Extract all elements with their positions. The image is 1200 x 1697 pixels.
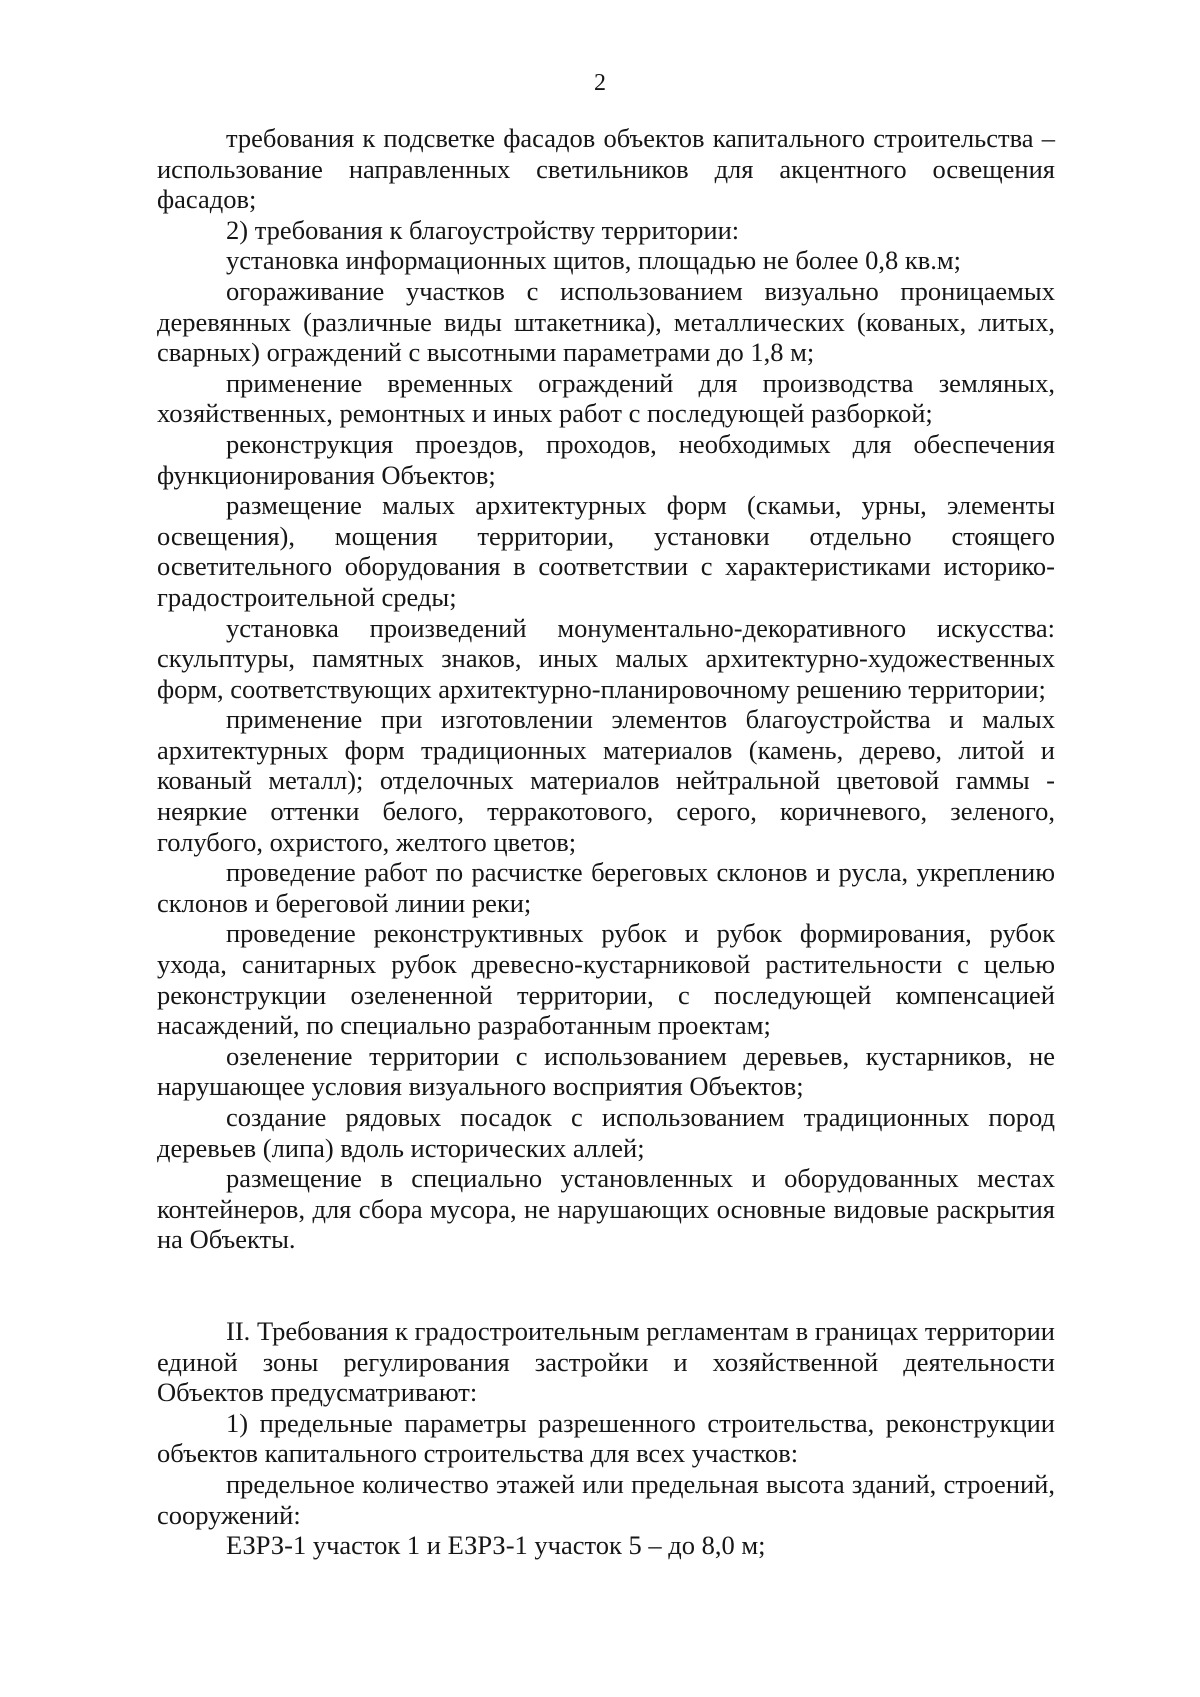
paragraph: предельное количество этажей или предельная высота зданий, строений, сооружений: — [157, 1468, 1055, 1530]
paragraph: 1) предельные параметры разрешенного строительства, реконструкции объектов капитального строительства для всех участков: — [157, 1407, 1055, 1469]
paragraph: огораживание участков с использованием визуально проницаемых деревянных (различные виды штакетника), металлических (кованых, литых, сварных) ограждений с высотными параметрами до 1,8 м; — [157, 275, 1055, 368]
paragraph: требования к подсветке фасадов объектов капитального строительства – использование направленных светильников для акцентного освещения фасадов; — [157, 123, 1055, 215]
paragraph: проведение работ по расчистке береговых склонов и русла, укреплению склонов и береговой линии реки; — [157, 857, 1055, 918]
page-number: 2 — [594, 70, 606, 96]
paragraph: применение при изготовлении элементов благоустройства и малых архитектурных форм традиционных материалов (камень, дерево, литой и кованый металл); отделочных материалов нейтральной цветовой гаммы - неяркие оттенки белого, терракотового, серого, коричневого, зеленого, голубого, охристого, желтого цветов; — [157, 704, 1055, 857]
paragraph: размещение малых архитектурных форм (скамьи, урны, элементы освещения), мощения территории, установки отдельно стоящего осветительного оборудования в соответствии с характеристиками историко-градостроительной среды; — [157, 490, 1055, 612]
paragraph: реконструкция проездов, проходов, необходимых для обеспечения функционирования Объектов; — [157, 428, 1055, 490]
paragraph: 2) требования к благоустройству территории: — [226, 214, 740, 245]
paragraph: применение временных ограждений для производства земляных, хозяйственных, ремонтных и иных работ с последующей разборкой; — [157, 367, 1055, 429]
section-heading-paragraph: II. Требования к градостроительным регламентам в границах территории единой зоны регулирования застройки и хозяйственной деятельности Объектов предусматривают: — [157, 1315, 1055, 1408]
paragraph: создание рядовых посадок с использованием традиционных пород деревьев (липа) вдоль исторических аллей; — [157, 1102, 1055, 1163]
paragraph: озеленение территории с использованием деревьев, кустарников, не нарушающее условия визуального восприятия Объектов; — [157, 1040, 1055, 1102]
document-body — [157, 123, 1055, 1561]
paragraph: установка произведений монументально-декоративного искусства: скульптуры, памятных знаков, иных малых архитектурно-художественных форм, соответствующих архитектурно-планировочному решению территории; — [157, 612, 1055, 704]
paragraph: ЕЗРЗ-1 участок 1 и ЕЗРЗ-1 участок 5 – до 8,0 м; — [226, 1530, 766, 1561]
paragraph: проведение реконструктивных рубок и рубок формирования, рубок ухода, санитарных рубок древесно-кустарниковой растительности с целью реконструкции озелененной территории, с последующей компенсацией насаждений, по специально разработанным проектам; — [157, 918, 1055, 1041]
paragraph: установка информационных щитов, площадью не более 0,8 кв.м; — [226, 245, 961, 276]
paragraph: размещение в специально установленных и оборудованных местах контейнеров, для сбора мусора, не нарушающих основные видовые раскрытия на Объекты. — [157, 1163, 1055, 1255]
